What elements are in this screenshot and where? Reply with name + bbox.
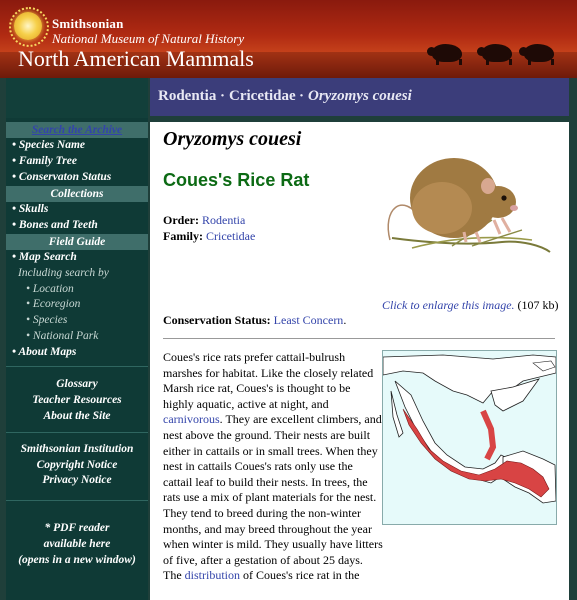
image-size: (107 kb) xyxy=(517,298,559,312)
conservation-period: . xyxy=(343,313,347,327)
breadcrumb-family-link[interactable]: Cricetidae xyxy=(229,88,296,104)
common-name: Coues's Rice Rat xyxy=(163,170,310,190)
institution-name[interactable]: Smithsonian xyxy=(52,16,124,31)
sidebar-search-archive[interactable]: Search the Archive xyxy=(6,122,148,138)
sidebar-subitem-national-park[interactable]: • National Park xyxy=(26,330,99,342)
family-label: Family: xyxy=(163,229,203,243)
sidebar-divider xyxy=(6,432,148,433)
sidebar-link-smithsonian[interactable]: Smithsonian Institution xyxy=(20,443,134,455)
sidebar-top-band xyxy=(6,78,148,118)
conservation-label: Conservation Status: xyxy=(163,313,271,327)
breadcrumb xyxy=(150,78,569,116)
sidebar-pdf-line-2[interactable]: available here xyxy=(43,538,111,550)
museum-name[interactable]: National Museum of Natural History xyxy=(52,31,245,46)
carnivorous-link[interactable]: carnivorous xyxy=(163,412,220,427)
sidebar-heading-field-guide: Field Guide xyxy=(6,234,148,250)
sidebar-link-teacher-resources[interactable]: Teacher Resources xyxy=(32,394,122,406)
sidebar-item-conservation-status[interactable]: • Conservaton Status xyxy=(12,171,112,183)
sidebar-link-copyright[interactable]: Copyright Notice xyxy=(36,459,118,471)
sidebar-divider xyxy=(6,500,148,501)
family-row xyxy=(163,229,255,244)
breadcrumb-separator: · xyxy=(220,88,226,104)
sidebar-subitem-location[interactable]: • Location xyxy=(26,283,74,295)
breadcrumb-separator: · xyxy=(299,88,305,104)
muskox-silhouette-icon xyxy=(524,44,554,62)
species-description xyxy=(163,350,383,584)
order-label: Order: xyxy=(163,213,199,227)
site-banner xyxy=(0,0,577,78)
species-content xyxy=(150,122,569,600)
site-title[interactable]: North American Mammals xyxy=(18,46,254,71)
sidebar-subitem-ecoregion[interactable]: • Ecoregion xyxy=(26,298,81,310)
order-row xyxy=(163,213,245,228)
breadcrumb-species: Oryzomys couesi xyxy=(308,88,412,104)
sidebar-item-map-search[interactable]: • Map Search xyxy=(12,251,77,263)
smithsonian-sun-logo-icon[interactable] xyxy=(14,12,42,40)
rice-rat-image[interactable] xyxy=(382,150,554,260)
description-text: . They are excellent climbers, and nest above the ground. Their nests are built either in cattails or in small trees. When they nest in cattails Coues's rats only use the cattail leaf to build their nests. In trees, the rats use a mix of plant materials for the nest. They tend to breed during the non-winter months, and may breed throughout the year when winter is mild. They usually have litters of five, after a gestation of about 25 days. The xyxy=(163,412,383,583)
enlarge-caption xyxy=(382,298,562,313)
sidebar-item-species-name[interactable]: • Species Name xyxy=(12,139,86,151)
description-text: of Coues's rice rat in the xyxy=(240,568,360,583)
distribution-link[interactable]: distribution xyxy=(184,568,240,583)
sidebar-subitem-species[interactable]: • Species xyxy=(26,314,68,326)
muskox-silhouette-icon xyxy=(432,44,462,62)
sidebar-link-glossary[interactable]: Glossary xyxy=(56,378,98,390)
content-divider xyxy=(163,338,555,339)
sidebar-including-label: Including search by xyxy=(18,267,109,279)
conservation-link[interactable]: Least Concern xyxy=(273,313,344,327)
sidebar-divider xyxy=(6,366,148,367)
sidebar-link-privacy[interactable]: Privacy Notice xyxy=(42,474,112,486)
sidebar-heading-collections: Collections xyxy=(6,186,148,202)
sidebar-item-about-maps[interactable]: • About Maps xyxy=(12,346,77,358)
sidebar-item-family-tree[interactable]: • Family Tree xyxy=(12,155,77,167)
page-title: Oryzomys couesi xyxy=(163,128,302,150)
rat-ear xyxy=(481,178,495,194)
muskox-silhouette-icon xyxy=(482,44,512,62)
sidebar-item-skulls[interactable]: • Skulls xyxy=(12,203,49,215)
sidebar-link-about-site[interactable]: About the Site xyxy=(43,410,111,422)
order-link[interactable]: Rodentia xyxy=(201,213,246,227)
sidebar-pdf-line-3[interactable]: (opens in a new window) xyxy=(18,554,136,566)
rat-eye xyxy=(501,195,506,200)
description-text: Coues's rice rats prefer cattail-bulrush marshes for habitat. Like the closely related Marsh rice rat, Coues's is thought to be highly aquatic, active at night, and xyxy=(163,350,374,411)
conservation-row xyxy=(163,313,346,328)
breadcrumb-order-link[interactable]: Rodentia xyxy=(158,88,217,104)
range-map-image[interactable] xyxy=(382,350,557,525)
sidebar-item-bones-teeth[interactable]: • Bones and Teeth xyxy=(12,219,98,231)
enlarge-image-link[interactable]: Click to enlarge this image. xyxy=(382,298,515,312)
sidebar-pdf-line-1[interactable]: * PDF reader xyxy=(44,522,110,534)
rat-nose xyxy=(510,205,518,211)
family-link[interactable]: Cricetidae xyxy=(206,229,256,243)
rat-body-highlight xyxy=(412,182,472,234)
